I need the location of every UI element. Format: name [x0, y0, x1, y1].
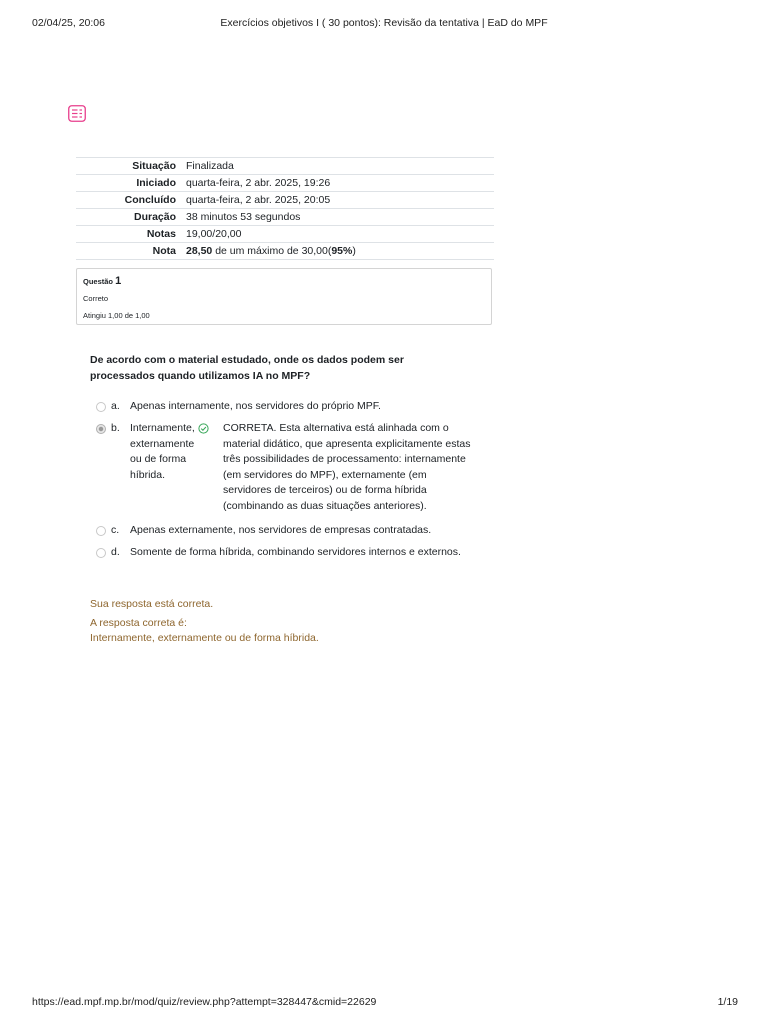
summary-label: Notas	[76, 226, 186, 243]
check-circle-icon	[198, 423, 209, 434]
print-url: https://ead.mpf.mp.br/mod/quiz/review.php?attempt=328447&cmid=22629	[32, 996, 377, 1008]
summary-value: quarta-feira, 2 abr. 2025, 19:26	[186, 175, 494, 192]
option-letter: a.	[111, 400, 120, 412]
summary-value: 19,00/20,00	[186, 226, 494, 243]
quiz-icon	[68, 105, 86, 122]
grade-middle: de um máximo de 30,00(	[212, 245, 332, 257]
summary-label: Situação	[76, 158, 186, 175]
print-header	[32, 17, 736, 31]
option-feedback: CORRETA. Esta alternativa está alinhada com o material didático, que apresenta explicitamente estas três possibilidades de processamento: internamente (em servidores do MPF), externamente (em servidores de terceiros) ou de forma híbrida (combinando as duas situações anteriores).	[223, 422, 471, 512]
question-label: Questão	[83, 277, 114, 286]
summary-value: Finalizada	[186, 158, 494, 175]
grade-end: )	[352, 245, 356, 257]
summary-row-duration	[76, 209, 494, 226]
summary-label: Iniciado	[76, 175, 186, 192]
option-text: Apenas internamente, nos servidores do próprio MPF.	[130, 400, 381, 412]
summary-grade-value	[186, 243, 494, 260]
print-title: Exercícios objetivos I ( 30 pontos): Revisão da tentativa | EaD do MPF	[220, 17, 548, 29]
print-page-number: 1/19	[717, 996, 738, 1008]
question-state: Correto	[83, 294, 109, 303]
option-text: Somente de forma híbrida, combinando servidores internos e externos.	[130, 546, 461, 558]
question-grade: Atingiu 1,00 de 1,00	[83, 311, 150, 320]
summary-row-marks	[76, 226, 494, 243]
summary-row-state	[76, 158, 494, 175]
question-text: De acordo com o material estudado, onde os dados podem ser processados quando utilizamos IA no MPF?	[90, 354, 404, 382]
option-letter: c.	[111, 524, 120, 536]
option-letter: b.	[111, 422, 120, 434]
summary-label: Concluído	[76, 192, 186, 209]
grade-percent: 95%	[331, 245, 353, 257]
question-info-box	[76, 268, 492, 325]
summary-label: Duração	[76, 209, 186, 226]
grade-score: 28,50	[186, 245, 213, 257]
radio-button[interactable]	[96, 548, 106, 558]
radio-button[interactable]	[96, 526, 106, 536]
summary-value: quarta-feira, 2 abr. 2025, 20:05	[186, 192, 494, 209]
summary-value: 38 minutos 53 segundos	[186, 209, 494, 226]
summary-row-grade	[76, 243, 494, 260]
right-answer: Internamente, externamente ou de forma híbrida.	[90, 632, 319, 644]
radio-button[interactable]	[96, 402, 106, 412]
right-answer-label: A resposta correta é:	[90, 617, 187, 629]
print-date: 02/04/25, 20:06	[32, 17, 105, 29]
outcome-feedback: Sua resposta está correta.	[90, 598, 214, 610]
option-text: Internamente, externamente ou de forma híbrida.	[130, 422, 195, 481]
question-number	[83, 275, 121, 287]
summary-label: Nota	[76, 243, 186, 260]
question-number-value: 1	[115, 275, 122, 287]
option-letter: d.	[111, 546, 120, 558]
radio-button-selected[interactable]	[96, 424, 106, 434]
summary-row-started	[76, 175, 494, 192]
attempt-summary-table	[76, 157, 494, 260]
summary-row-completed	[76, 192, 494, 209]
option-text: Apenas externamente, nos servidores de empresas contratadas.	[130, 524, 432, 536]
